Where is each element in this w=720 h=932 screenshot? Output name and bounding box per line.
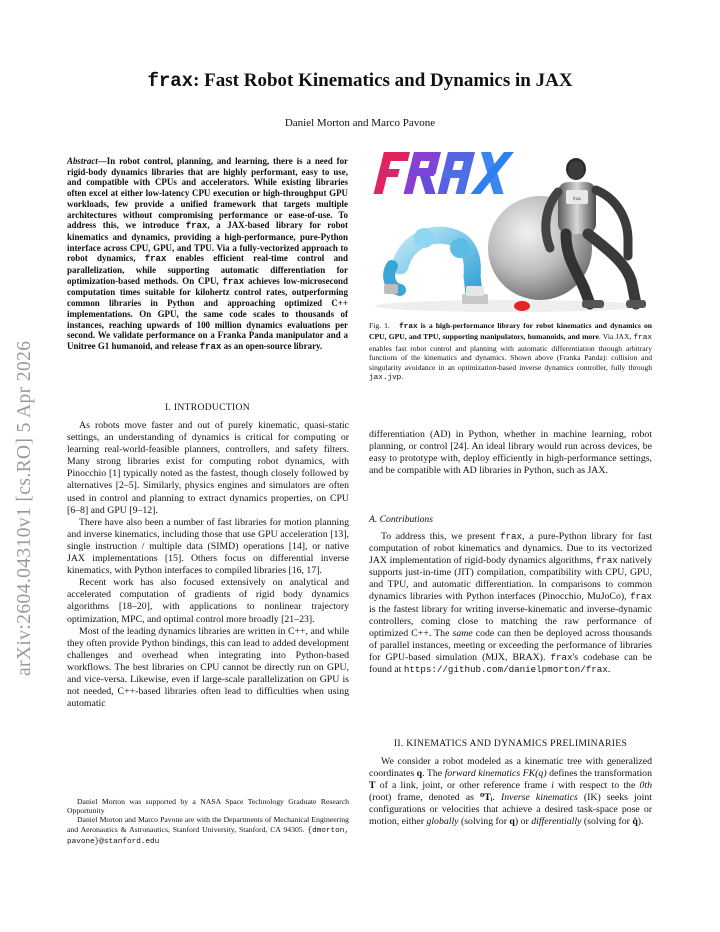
emphasis: Inverse kinematics: [501, 792, 578, 804]
title-text: : Fast Robot Kinematics and Dynamics in JAX: [193, 70, 573, 91]
target-marker: [514, 301, 530, 311]
text: To address this, we present: [381, 531, 500, 542]
figure-1-illustration: [370, 148, 652, 313]
inline-code: frax: [595, 555, 618, 567]
abstract-code: frax: [222, 276, 245, 287]
inline-code: frax: [499, 531, 523, 542]
text: (root) frame, denoted as: [369, 792, 480, 804]
math-symbol: FK(q): [522, 768, 547, 780]
inline-code: frax: [629, 591, 652, 603]
abstract-code: frax: [199, 341, 222, 352]
abstract-text: as an open-source library.: [221, 340, 323, 351]
emphasis: differentially: [531, 816, 582, 828]
section-heading-kinematics: II. KINEMATICS AND DYNAMICS PRELIMINARIES: [393, 738, 628, 749]
section-heading-introduction: I. INTRODUCTION: [165, 402, 250, 413]
authors: Daniel Morton and Marco Pavone: [284, 117, 436, 129]
kinematics-body: [369, 756, 652, 829]
math-symbol: T: [369, 780, 376, 792]
paragraph: There have also been a number of fast libraries for motion planning and inverse kinematics, including those that use GPU acceleration [13], single instruction / multiple data (SIMD) operations [14], or native JAX implementations [15]. Others focus on differential inverse kinematics, with Python interfaces to compiled libraries [16, 17].: [67, 516, 349, 577]
text: of a link, joint, or other reference frame: [375, 780, 552, 792]
footnote-text: Daniel Morton and Marco Pavone are with the Departments of Mechanical Engineering and Aeronautics & Astronautics, Stanford University, Stanford, CA 94305.: [67, 815, 349, 834]
text: ) or: [514, 816, 532, 828]
emphasis: forward kinematics: [444, 768, 521, 780]
footnotes: [67, 797, 349, 847]
math-symbol: q: [416, 768, 423, 780]
text: (IK) seeks joint configurations or velocities that achieve a desired task-space pose or motion, either: [369, 792, 652, 828]
text: code can then be deployed across thousands of parallel instances, meeting or exceeding the performance of libraries for GPU-based simulation (MJX, BRAX).: [369, 627, 652, 663]
text: .: [492, 792, 502, 804]
caption-code: frax: [399, 323, 418, 331]
caption-text: enables fast robot control and planning with automatic differentiation through arbitrary functions of the kinematics and dynamics. Shown above (Franka Panda): collision and singularity avoidance in an optimization-based inverse dynamics controller, fully through: [369, 343, 652, 372]
inline-code: frax: [550, 651, 573, 663]
caption-code: jax.jvp: [369, 374, 402, 383]
math-symbol: i: [551, 780, 554, 792]
footnote: [67, 815, 349, 847]
paragraph: differentiation (AD) in Python, whether in machine learning, robot planning, or control [24]. An ideal library would run across devices, be easy to prototype with, deploy efficiently in high-performance settings, and be compatible with AD libraries in Python, such as JAX.: [369, 429, 652, 477]
text: with respect to the: [553, 780, 640, 792]
figure-caption: [369, 321, 652, 383]
arxiv-stamp: arXiv:2604.04310v1 [cs.RO] 5 Apr 2026: [14, 340, 35, 676]
math-symbol: q̇: [632, 816, 638, 828]
text: . The: [422, 768, 445, 780]
text: (solving for: [581, 816, 633, 828]
caption-bold-text: is a high-performance library for robot kinematics and dynamics on CPU, GPU, and TPU, supporting manipulators, humanoids, and more: [369, 321, 652, 342]
paper-title: [80, 70, 640, 92]
text: We consider a robot modeled as a kinematic tree with generalized coordinates: [369, 756, 652, 780]
caption-text: . Via JAX,: [598, 332, 634, 342]
text: defines the transformation: [546, 768, 652, 780]
text: 's codebase can be found at: [369, 651, 652, 676]
math-symbol: q: [509, 816, 515, 828]
footnote: Daniel Morton was supported by a NASA Space Technology Graduate Research Opportunity: [67, 797, 349, 816]
franka-panda-arm: [384, 228, 488, 304]
paragraph: [369, 531, 652, 676]
emphasis: globally: [426, 816, 459, 828]
caption-code: frax: [633, 334, 652, 343]
introduction-body: [67, 420, 349, 710]
abstract-code: frax: [144, 254, 167, 265]
footnote-emails: {dmorton, pavone}@stanford.edu: [67, 826, 349, 846]
title-library-name: frax: [147, 70, 194, 92]
abstract-text: enables efficient real-time control and parallelization, while supporting automatic differentiation for optimization-based methods. On CPU,: [67, 253, 348, 286]
text: .: [607, 664, 611, 676]
text: (solving for: [458, 816, 510, 828]
right-column-paragraph: [369, 429, 652, 477]
text: , a pure-Python library for fast computation of robot kinematics and dynamics. Due to its vectorized JAX implementation of rigid-body dynamics algorithms,: [369, 531, 652, 567]
subsection-heading-contributions: A. Contributions: [369, 514, 433, 525]
text: natively supports just-in-time (JIT) compilation, compatibility with CPU, GPU, and TPU, and automatic differentiation. In comparisons to common dynamics libraries with Python interfaces (Pinocchio, MuJoCo),: [369, 555, 652, 603]
repo-link[interactable]: https://github.com/danielpmorton/frax: [403, 664, 608, 676]
abstract-text: , a JAX-based library for robot kinematics and dynamics, providing a high-performance, pure-Python interface across CPU, GPU, and TPU. Via a fully-vectorized approach to robot dynamics,: [67, 220, 348, 264]
math-symbol: 0th: [639, 780, 652, 792]
text: is the fastest library for writing inverse-kinematic and inverse-dynamic controllers, coming close to matching the raw performance of optimized C++. The: [369, 603, 652, 639]
frax-logo-icon: [374, 152, 514, 194]
abstract: [67, 156, 348, 353]
abstract-lead: Abstract: [67, 156, 98, 166]
abstract-code: frax: [185, 221, 208, 232]
tshirt-logo-text: frax: [573, 196, 581, 201]
abstract-text: achieves low-microsecond computation times suitable for kilohertz control rates, outperforming common libraries in Python and approaching optimized C++ implementations. On GPU, the same code scales to thousands of instances, reaching upwards of 100 million dynamics evaluations per second. We validate performance on a Franka Panda manipulator and a Unitree G1 humanoid, and release: [67, 275, 348, 351]
emphasis: same: [452, 627, 473, 639]
abstract-text: —In robot control, planning, and learning, there is a need for rigid-body dynamics libraries that are highly performant, easy to use, and compatible with CPUs and accelerators. While existing libraries often excel at either low-latency CPU execution or high-throughput GPU workloads, few provide a unified framework that targets multiple architectures without compromising performance or ease-of-use. To address this, we introduce: [67, 156, 348, 231]
contributions-body: [369, 531, 652, 676]
math-symbol: ⁰Tᵢ: [479, 792, 493, 804]
caption-label: Fig. 1.: [369, 321, 390, 330]
paragraph: [369, 756, 652, 829]
caption-text: .: [401, 372, 404, 382]
paragraph: Most of the leading dynamics libraries are written in C++, and while they often provide Python bindings, this can lead to added development challenges and overhead when integrating into Python-based workflows. The best libraries on CPU cannot be directly run on GPU, and vice-versa. Likewise, even if large-scale parallelization on GPU is not needed, C++-based libraries often lead to difficulties when using automatic: [67, 625, 349, 710]
robots-render: [370, 148, 652, 313]
paragraph: As robots move faster and out of purely kinematic, quasi-static settings, an understanding of dynamics is critical for computing or learning real-world-feasible planners, controllers, and safety filters. Many strong libraries exist for computing robot dynamics, with Pinocchio [1] typically noted as the fastest, though closely followed by alternatives [2–5]. Similarly, physics engines and simulators are often used in control and planning to extract dynamics properties, on CPU [6–8] and GPU [9–12].: [67, 420, 349, 516]
text: ).: [637, 816, 644, 828]
paragraph: Recent work has also focused extensively on analytical and accelerated computation of gradients of rigid body dynamics algorithms [18–20], with applications to nonlinear trajectory optimization, MPC, and optimal control more broadly [21–23].: [67, 577, 349, 625]
